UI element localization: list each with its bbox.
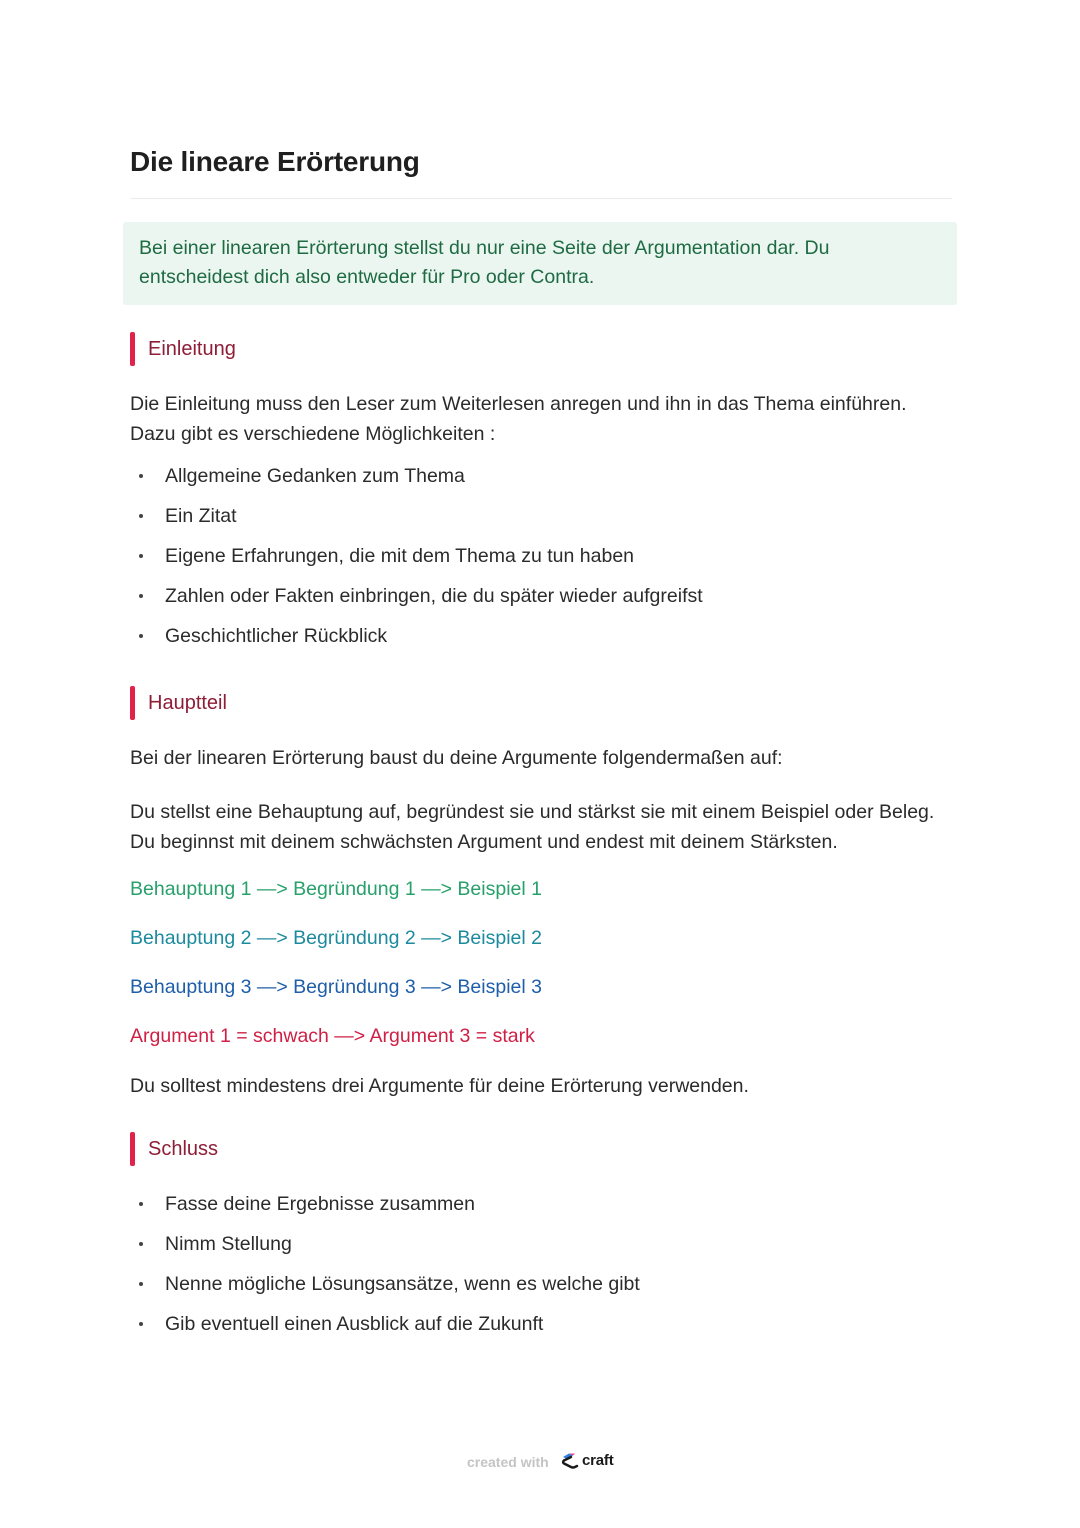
main-paragraph-structure: Bei der linearen Erörterung baust du deine Argumente folgendermaßen auf: [130, 747, 783, 769]
bullet-icon [139, 514, 143, 518]
footer-brand: craft [582, 1452, 614, 1469]
info-callout [123, 222, 957, 305]
bullet-icon [139, 1282, 143, 1286]
footer-prefix: created with [467, 1454, 549, 1470]
bullet-icon [139, 1242, 143, 1246]
page-title: Die lineare Erörterung [130, 146, 420, 177]
section-accent-bar [130, 1132, 135, 1166]
argument-strength-line: Argument 1 = schwach —> Argument 3 = stark [130, 1025, 535, 1047]
section-accent-bar [130, 686, 135, 720]
section-heading-label: Schluss [148, 1138, 219, 1160]
bullet-icon [139, 594, 143, 598]
intro-paragraph: Die Einleitung muss den Leser zum Weiterlesen anregen und ihn in das Thema einführen. Dazu gibt es verschiedene Möglichkeiten : [130, 393, 907, 445]
callout-text: Bei einer linearen Erörterung stellst du nur eine Seite der Argumentation dar. Du entscheidest dich also entweder für Pro oder Contra. [139, 237, 830, 288]
craft-logo-icon [560, 1452, 580, 1472]
section-heading-label: Einleitung [148, 338, 236, 360]
main-paragraph-closing: Du solltest mindestens drei Argumente für deine Erörterung verwenden. [130, 1075, 749, 1097]
argument-chain-2: Behauptung 2 —> Begründung 2 —> Beispiel 2 [130, 927, 542, 949]
bullet-icon [139, 1322, 143, 1326]
bullet-icon [139, 1202, 143, 1206]
section-heading-label: Hauptteil [148, 692, 227, 714]
argument-chain-1: Behauptung 1 —> Begründung 1 —> Beispiel 1 [130, 878, 542, 900]
bullet-icon [139, 634, 143, 638]
bullet-icon [139, 474, 143, 478]
bullet-icon [139, 554, 143, 558]
document-page: Die lineare Erörterung Bei einer linearen Erörterung stellst du nur eine Seite der Argumentation dar. Du entscheidest dich also entweder für Pro oder Contra. Einleitung Die Einleitung muss den Leser zum Weiterlesen anregen und ihn in das Thema einführen. Dazu gibt es verschiedene Möglichkeiten : Allgemeine Gedanken zum Thema Ein Zitat Eigene Erfahrungen, die mit dem Thema zu tun haben Zahlen oder Fakten einbringen, die du später wieder aufgreifst Geschichtlicher Rückblick Hauptteil Bei der linearen Erörterung baust du deine Argumente folgendermaßen auf: Du stellst eine Behauptung auf, begründest sie und stärkst sie mit einem Beispiel oder Beleg. Du beginnst mit deinem schwächsten Argument und endest mit deinem Stärksten. Behauptung 1 —> Begründung 1 —> Beispiel 1 Behauptung 2 —> Begründung 2 —> Beispiel 2 Behauptung 3 —> Begründung 3 —> Beispiel 3 Argument 1 = schwach —> Argument 3 = stark Du solltest mindestens drei Argumente für deine Erörterung verwenden. Schluss Fasse deine Ergebnisse zusammen Nimm Stellung Nenne mögliche Lösungsansätze, wenn es welche gibt Gib eventuell einen Ausblick auf die Zukunft created with craft [0, 0, 1080, 1528]
main-paragraph-explanation: Du stellst eine Behauptung auf, begründest sie und stärkst sie mit einem Beispiel oder Beleg. Du beginnst mit deinem schwächsten Argument und endest mit deinem Stärksten. [130, 801, 935, 853]
argument-chain-3: Behauptung 3 —> Begründung 3 —> Beispiel 3 [130, 976, 542, 998]
title-divider [130, 198, 952, 199]
section-accent-bar [130, 332, 135, 366]
